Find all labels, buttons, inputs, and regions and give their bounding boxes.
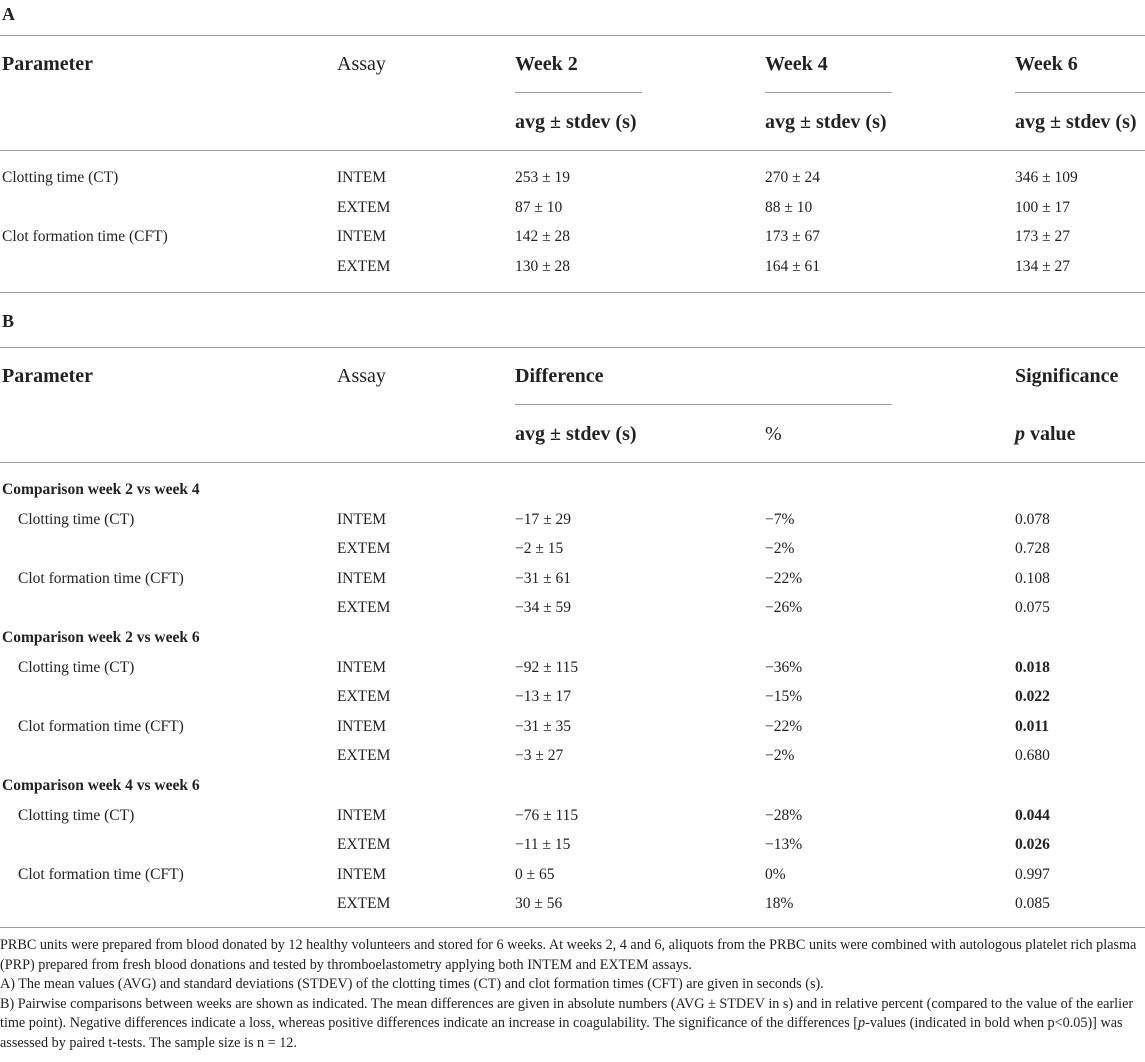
table-b-row-p-value: 0.044 [1015, 807, 1050, 824]
table-b-header-percent: % [765, 423, 782, 445]
table-b-row-difference: −13 ± 17 [515, 688, 571, 705]
table-b-row-p-value: 0.085 [1015, 895, 1050, 912]
table-b-row-difference: −76 ± 115 [515, 807, 579, 824]
table-b-row-p-value: 0.022 [1015, 688, 1050, 705]
table-b-row-percent: −26% [765, 599, 803, 616]
table-b-row-assay: EXTEM [337, 599, 391, 616]
table-b-row-parameter: Clotting time (CT) [18, 807, 135, 824]
table-a-header-week2: Week 2 [515, 53, 578, 75]
table-a-row-week6: 346 ± 109 [1015, 169, 1078, 186]
table-b-row-assay: EXTEM [337, 895, 391, 912]
table-a-row-week2: 253 ± 19 [515, 169, 571, 186]
table-b-row-percent: −28% [765, 807, 803, 824]
table-b-header-rule [0, 462, 1145, 463]
table-b-row-parameter: Clot formation time (CFT) [18, 866, 184, 883]
section-b-label: B [2, 311, 15, 331]
comparison-group-title: Comparison week 2 vs week 4 [2, 481, 200, 498]
table-a-row-week4: 88 ± 10 [765, 199, 813, 216]
table-b-row-assay: INTEM [337, 570, 387, 587]
table-b-row-parameter: Clot formation time (CFT) [18, 570, 184, 587]
table-a-bottom-rule [0, 292, 1145, 293]
comparison-group-title: Comparison week 4 vs week 6 [2, 777, 200, 794]
week4-header-underline [765, 92, 892, 93]
table-a-header-week4: Week 4 [765, 53, 828, 75]
table-b-row-percent: −7% [765, 511, 795, 528]
table-a-row-parameter: Clotting time (CT) [2, 169, 119, 186]
table-b-row-assay: INTEM [337, 807, 387, 824]
table-b-row-difference: 30 ± 56 [515, 895, 563, 912]
table-a-week6-unit: avg ± stdev (s) [1015, 111, 1137, 133]
table-b-row-percent: −22% [765, 570, 803, 587]
footnote-b [0, 995, 1143, 1054]
week2-header-underline [515, 92, 642, 93]
footnote-intro: PRBC units were prepared from blood donated by 12 healthy volunteers and stored for 6 weeks. At weeks 2, 4 and 6, aliquots from the PRBC units were combined with autologous platelet rich plasma (PRP) prepared from fresh blood donations and tested by thromboelastometry applying both INTEM and EXTEM assays. [0, 937, 1137, 973]
table-a-row-assay: EXTEM [337, 199, 391, 216]
table-b-row-percent: 0% [765, 866, 786, 883]
table-b-row-parameter: Clot formation time (CFT) [18, 718, 184, 735]
table-a-week2-unit: avg ± stdev (s) [515, 111, 637, 133]
section-a-label: A [2, 4, 15, 24]
table-b-row-assay: INTEM [337, 866, 387, 883]
table-b-row-difference: −31 ± 35 [515, 718, 571, 735]
table-a-row-week4: 270 ± 24 [765, 169, 821, 186]
table-a-header-assay: Assay [337, 53, 386, 75]
table-b-row-percent: 18% [765, 895, 794, 912]
table-b-row-p-value: 0.011 [1015, 718, 1050, 735]
table-b-row-difference: −2 ± 15 [515, 540, 564, 557]
footnote-b-part2: -values (indicated in bold when p<0.05)] was assessed by paired t-tests. The sample size is n = 12. [0, 1015, 1123, 1051]
table-b-header-significance: Significance [1015, 365, 1119, 387]
table-b-header-avg: avg ± stdev (s) [515, 423, 637, 445]
table-a-top-rule [0, 35, 1145, 36]
p-italic: p [1015, 423, 1025, 445]
table-b-top-rule [0, 347, 1145, 348]
table-b-row-percent: −2% [765, 747, 795, 764]
table-a-row-week6: 173 ± 27 [1015, 228, 1071, 245]
table-b-row-assay: INTEM [337, 511, 387, 528]
table-a-header-parameter: Parameter [2, 53, 94, 75]
table-b-bottom-rule [0, 927, 1145, 928]
table-a-row-assay: EXTEM [337, 258, 391, 275]
footnote-b-p-italic: p [858, 1015, 866, 1031]
table-b-row-percent: −2% [765, 540, 795, 557]
table-b-header-difference: Difference [515, 365, 604, 387]
table-b-header-parameter: Parameter [2, 365, 94, 387]
table-b-row-percent: −13% [765, 836, 803, 853]
table-b-row-p-value: 0.728 [1015, 540, 1050, 557]
table-b-row-p-value: 0.108 [1015, 570, 1050, 587]
table-a-row-parameter: Clot formation time (CFT) [2, 228, 168, 245]
table-b-row-difference: −3 ± 27 [515, 747, 564, 764]
table-a-row-week2: 142 ± 28 [515, 228, 571, 245]
table-b-row-difference: −31 ± 61 [515, 570, 571, 587]
week6-header-underline [1015, 92, 1145, 93]
table-b-row-p-value: 0.078 [1015, 511, 1050, 528]
table-b-row-percent: −15% [765, 688, 803, 705]
table-b-row-percent: −22% [765, 718, 803, 735]
footnote-b-part1: B) Pairwise comparisons between weeks are shown as indicated. The mean differences are given in absolute numbers (AVG ± STDEV in s) and in relative percent (compared to the value of the earlier time point). Negative differences indicate a loss, whereas positive differences indicate an increase in coagulability. The significance of the differences [ [0, 995, 1134, 1031]
table-b-row-p-value: 0.997 [1015, 866, 1050, 883]
table-b-row-difference: 0 ± 65 [515, 866, 555, 883]
table-b-row-assay: EXTEM [337, 836, 391, 853]
table-b-row-difference: −17 ± 29 [515, 511, 571, 528]
table-b-row-assay: INTEM [337, 718, 387, 735]
footnote-a: A) The mean values (AVG) and standard deviations (STDEV) of the clotting times (CT) and clot formation times (CFT) are given in seconds (s). [0, 976, 824, 992]
table-a-row-week4: 164 ± 61 [765, 258, 821, 275]
table-b-row-difference: −11 ± 15 [515, 836, 571, 853]
p-value-suffix: value [1025, 423, 1076, 445]
table-a-week4-unit: avg ± stdev (s) [765, 111, 887, 133]
table-b-row-assay: INTEM [337, 659, 387, 676]
table-b-row-percent: −36% [765, 659, 803, 676]
table-footnotes [0, 936, 1143, 1053]
table-a-row-assay: INTEM [337, 228, 387, 245]
table-b-row-p-value: 0.075 [1015, 599, 1050, 616]
table-b-row-p-value: 0.018 [1015, 659, 1050, 676]
table-b-row-p-value: 0.680 [1015, 747, 1050, 764]
table-b-row-difference: −34 ± 59 [515, 599, 571, 616]
table-a-header-rule [0, 150, 1145, 151]
table-b-header-assay: Assay [337, 365, 386, 387]
table-a-row-week6: 134 ± 27 [1015, 258, 1071, 275]
table-b-header-p-value [1015, 423, 1076, 446]
difference-header-underline [515, 404, 892, 405]
table-b-row-assay: EXTEM [337, 688, 391, 705]
table-b-row-assay: EXTEM [337, 747, 391, 764]
table-a-header-week6: Week 6 [1015, 53, 1078, 75]
table-a-row-week4: 173 ± 67 [765, 228, 821, 245]
table-b-row-assay: EXTEM [337, 540, 391, 557]
table-b-row-parameter: Clotting time (CT) [18, 659, 135, 676]
table-b-row-parameter: Clotting time (CT) [18, 511, 135, 528]
table-b-row-p-value: 0.026 [1015, 836, 1050, 853]
table-a-row-week2: 130 ± 28 [515, 258, 571, 275]
table-a-row-week2: 87 ± 10 [515, 199, 563, 216]
comparison-group-title: Comparison week 2 vs week 6 [2, 629, 200, 646]
table-a-row-assay: INTEM [337, 169, 387, 186]
table-a-row-week6: 100 ± 17 [1015, 199, 1071, 216]
table-b-row-difference: −92 ± 115 [515, 659, 579, 676]
